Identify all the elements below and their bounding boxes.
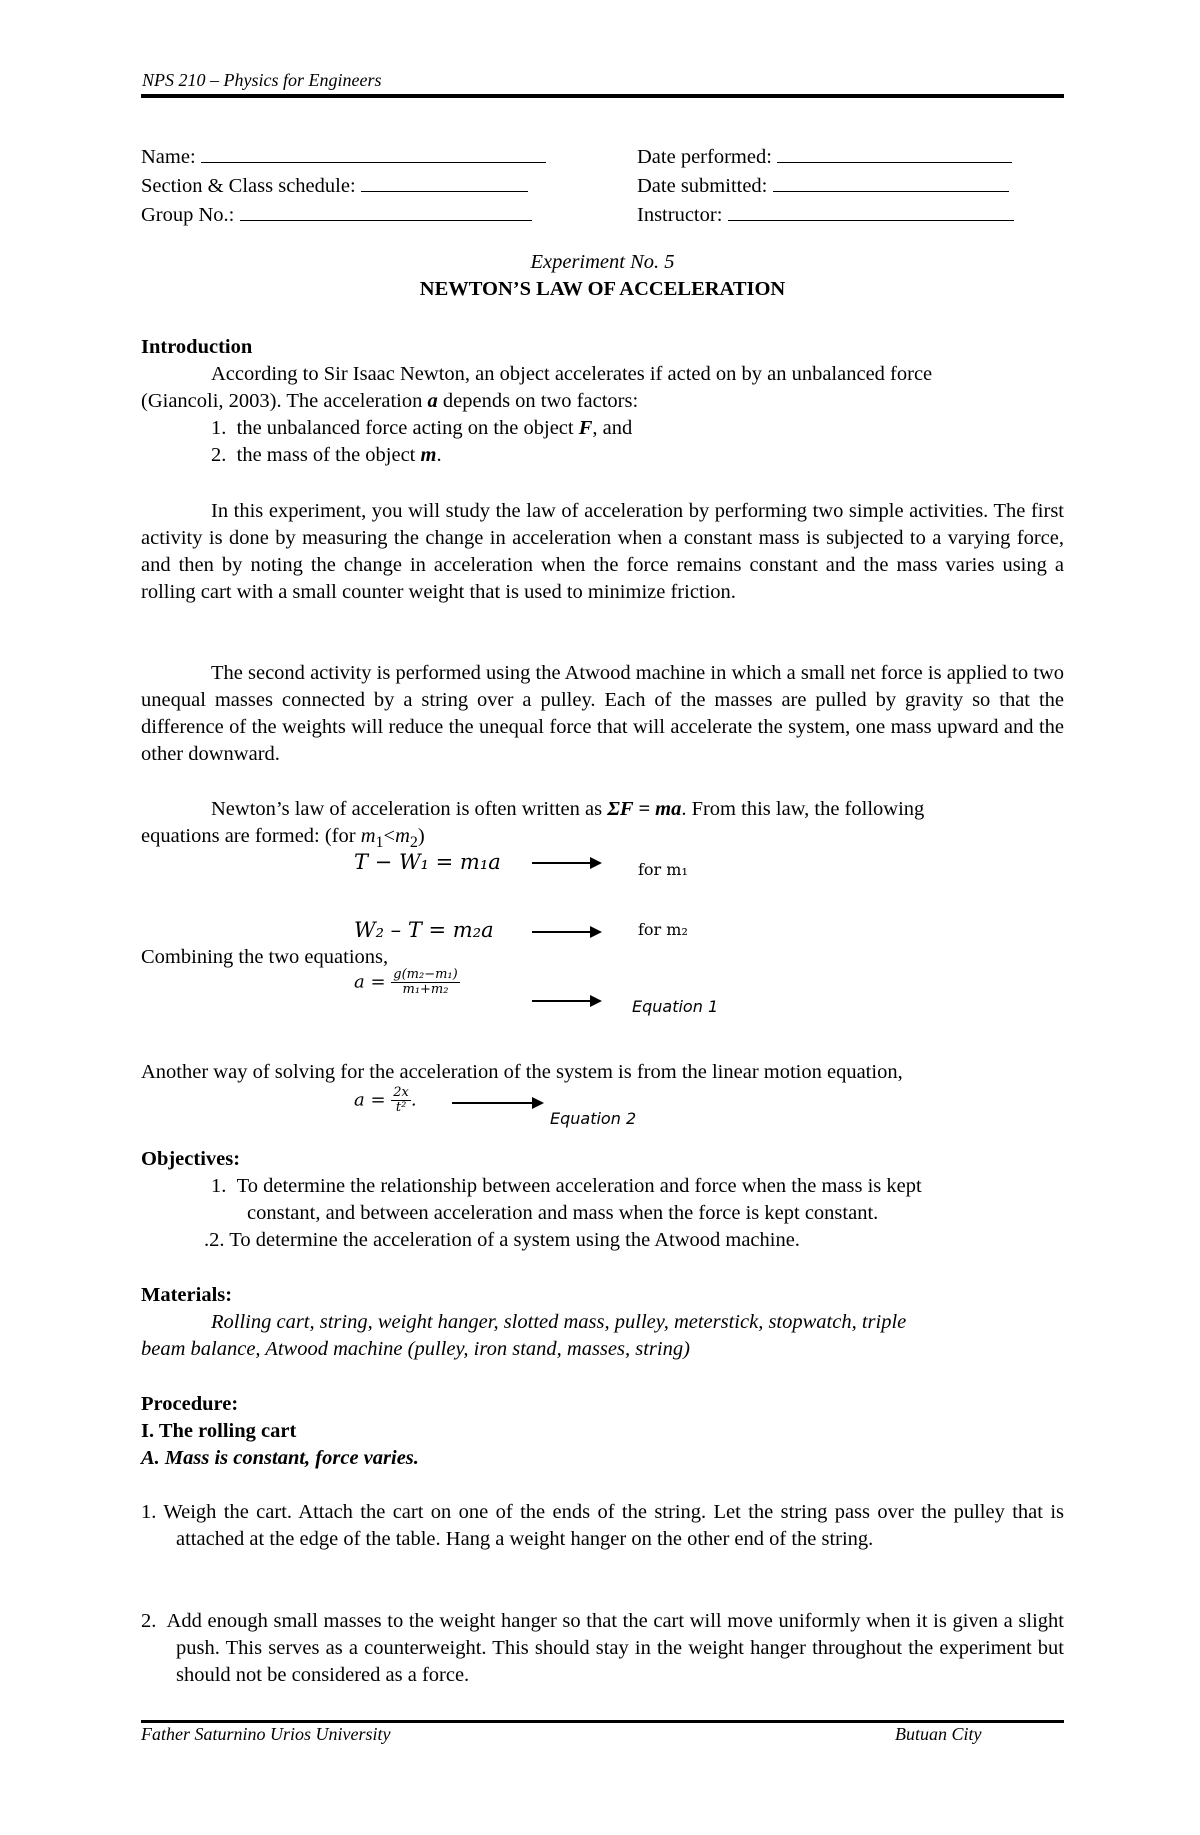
list-item: 1. To determine the relationship between acceleration and force when the mass is kept — [211, 1175, 922, 1197]
footer-city: Butuan City — [895, 1724, 982, 1744]
name-field[interactable]: Name: — [141, 142, 546, 171]
course-header: NPS 210 – Physics for Engineers — [142, 70, 382, 90]
info-fields-left — [141, 142, 546, 229]
equation-3: a = $\frac{\text{g(m₂−m₁)}}{\text{m₁+m₂}}$ — [354, 967, 458, 997]
procedure-heading: Procedure: — [141, 1393, 239, 1415]
combining-text: Combining the two equations, — [141, 946, 389, 968]
materials-heading: Materials: — [141, 1284, 233, 1306]
info-fields-right — [637, 142, 1014, 229]
intro-paragraph-4: Newton’s law of acceleration is often written as ΣF = ma. From this law, the following equations are formed: (for $m_1<m_2$) — [141, 798, 925, 852]
arrow-icon — [452, 1102, 542, 1104]
footer-rule — [141, 1720, 1064, 1723]
footer-university: Father Saturnino Urios University — [141, 1724, 391, 1744]
equation-2-label: for m₂ — [638, 920, 688, 939]
equation-1: T − W₁ = m₁a — [354, 850, 501, 874]
procedure-step-1: 1. Weigh the cart. Attach the cart on one of the ends of the string. Let the string pass over the pulley that is attached at the edge of the table. Hang a weight hanger on the other end of the string. — [141, 1501, 1065, 1550]
header-rule — [141, 94, 1064, 98]
objectives-heading: Objectives: — [141, 1148, 241, 1170]
equation-4-label: Equation 2 — [550, 1109, 637, 1128]
instructor-field[interactable]: Instructor: — [637, 200, 1014, 229]
arrow-icon — [532, 931, 600, 933]
arrow-icon — [532, 1000, 600, 1002]
objectives-list: 1. To determine the relationship between acceleration and force when the mass is kept constant, and between acceleration and mass when the force is kept constant. — [211, 1173, 1061, 1227]
equation-3-label: Equation 1 — [632, 997, 719, 1016]
equation-1-label: for m₁ — [638, 860, 688, 879]
intro-paragraph-2: In this experiment, you will study the law of acceleration by performing two simple activities. The first activity is done by measuring the change in acceleration when a constant mass is subjected to a varying force, and then by noting the change in acceleration when the force remains constant and the mass varies using a rolling cart with a small counter weight that is used to minimize friction. — [141, 500, 1064, 603]
list-item: 2. the mass of the object m. — [211, 444, 442, 466]
introduction-heading: Introduction — [141, 336, 253, 358]
date-performed-field[interactable]: Date performed: — [637, 142, 1014, 171]
section-field[interactable]: Section & Class schedule: — [141, 171, 546, 200]
experiment-title: NEWTON’S LAW OF ACCELERATION — [419, 278, 786, 300]
procedure-subtitle: A. Mass is constant, force varies. — [141, 1447, 419, 1469]
intro-paragraph-1: According to Sir Isaac Newton, an object accelerates if acted on by an unbalanced force (Giancoli, 2003). The acceleration a depends on two factors: — [141, 363, 933, 412]
equation-2: W₂ – T = m₂a — [354, 918, 494, 942]
arrow-icon — [532, 862, 600, 864]
intro-paragraph-3: The second activity is performed using the Atwood machine in which a small net force is applied to two unequal masses connected by a string over a pulley. Each of the masses are pulled by gravity so that the difference of the weights will reduce the unequal force that will accelerate the system, one mass upward and the other downward. — [141, 662, 1064, 765]
factor-list — [211, 415, 1061, 469]
experiment-number: Experiment No. 5 — [530, 251, 675, 273]
equation-4: a = $\frac{2x}{\text{t²}}$ . — [354, 1085, 417, 1115]
group-field[interactable]: Group No.: — [141, 200, 546, 229]
procedure-part-title: I. The rolling cart — [141, 1420, 297, 1442]
materials-list: Rolling cart, string, weight hanger, slotted mass, pulley, meterstick, stopwatch, triple beam balance, Atwood machine (pulley, iron stand, masses, string) — [141, 1311, 907, 1360]
list-item: .2. To determine the acceleration of a system using the Atwood machine. — [204, 1229, 800, 1251]
procedure-step-2: 2. Add enough small masses to the weight hanger so that the cart will move uniformly when it is given a slight push. This serves as a counterweight. This should stay in the weight hanger throughout the experiment but should not be considered as a force. — [141, 1610, 1064, 1686]
date-submitted-field[interactable]: Date submitted: — [637, 171, 1014, 200]
another-way-text: Another way of solving for the acceleration of the system is from the linear motion equation, — [141, 1061, 903, 1083]
list-item: 1. the unbalanced force acting on the object F, and — [211, 417, 633, 439]
